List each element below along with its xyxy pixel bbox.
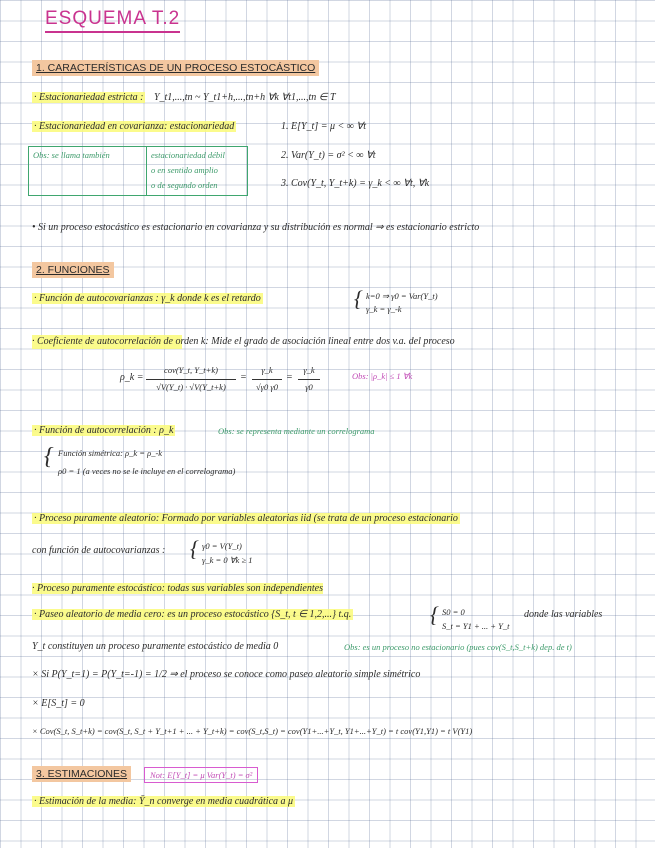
autocov-highlight: · Función de autocovarianzas : γ_k donde k es el retardo (34, 293, 261, 304)
paseo-case-2: S_t = Y1 + ... + Y_t (442, 621, 510, 631)
coef (32, 336, 455, 347)
obs-box-right-3: o de segundo orden (151, 180, 218, 190)
si-line: × Si P(Y_t=1) = P(Y_t=-1) = 1/2 ⇒ el proceso se conoce como paseo aleatorio simple simétrico (32, 669, 421, 680)
fac-obs: Obs: se representa mediante un correlograma (218, 426, 375, 436)
paseo-text: · Paseo aleatorio de media cero: es un proceso estocástico {S_t, t ∈ 1,2,...} t.q. (34, 609, 352, 620)
ruido (32, 513, 460, 524)
coef-num-1: cov(Y_t, Y_t+k) (164, 365, 218, 375)
coef-den-1: √V(Y_t) · √V(Y_t+k) (156, 382, 226, 392)
obs-box (28, 146, 248, 196)
obs-box-right-2: o en sentido amplio (151, 165, 218, 175)
ruido-text: · Proceso puramente aleatorio: Formado por variables aleatorias iid (se trata de un proceso estacionario (34, 513, 458, 524)
autocov-case-1: k=0 ⇒ γ0 = Var(Y_t) (366, 291, 438, 301)
ruido-2: con función de autocovarianzas : (32, 545, 166, 556)
obs-box-left: Obs: se llama también (33, 150, 110, 160)
condition-3: 3. Cov(Y_t, Y_t+k) = γ_k < ∞ ∀t, ∀k (281, 178, 430, 189)
condition-2: 2. Var(Y_t) = σ² < ∞ ∀t (281, 150, 376, 161)
paseo (32, 609, 353, 620)
fac-case-2: ρ0 = 1 (a veces no se le incluye en el correlograma) (58, 466, 236, 476)
puro (32, 583, 323, 594)
autocov-brace: { (354, 286, 363, 311)
fac-brace: { (44, 444, 54, 470)
ruido-brace: { (190, 536, 199, 561)
paseo-brace: { (430, 602, 439, 627)
fac-highlight: · Función de autocorrelación : ρ_k (34, 425, 174, 436)
coef-den-3: γ0 (305, 382, 313, 392)
media-text: · Estimación de la media: Ȳ_n converge en media cuadrática a μ (34, 796, 294, 807)
fac (32, 425, 175, 436)
est-estricta-formula: Y_t1,...,tn ~ Y_t1+h,...,tn+h ∀k ∀t1,...,tn ∈ T (153, 92, 336, 103)
coef-num-3: γ_k (303, 365, 315, 375)
section-heading-2: 2. FUNCIONES (32, 262, 114, 278)
cov-line: × Cov(S_t, S_t+k) = cov(S_t, S_t + Y_t+1 + ... + Y_t+k) = cov(S_t,S_t) = cov(Y1+...+Y_t, Y1+...+Y_t) = t cov(Y1,Y1) = t V(Y1) (32, 726, 473, 736)
fac-case-1: Función simétrica: ρ_k = ρ_-k (58, 448, 163, 458)
paseo-case-1: S0 = 0 (442, 607, 465, 617)
est-estricta (32, 92, 336, 103)
section-heading-1: 1. CARACTERÍSTICAS DE UN PROCESO ESTOCÁSTICO (32, 60, 319, 76)
autocov (32, 293, 263, 304)
obs-box-divider (146, 147, 147, 195)
media (32, 796, 295, 807)
est-covarianza (32, 121, 236, 132)
coef-den-2: √γ0 γ0 (256, 382, 278, 392)
coef-lhs: ρ_k = (120, 372, 144, 383)
not-box: Not: E[Y_t] = μ Var(Y_t) = σ² (144, 767, 258, 783)
coef-bar-2 (252, 379, 282, 380)
section-heading-3: 3. ESTIMACIONES (32, 766, 131, 782)
coef-text: · Coeficiente de autocorrelación de orden k: Mide el grado de asociación lineal entre dos v.a. del proceso (32, 336, 455, 347)
est-covarianza-label: · Estacionariedad en covarianza: estacionariedad (34, 121, 235, 132)
normal-note: • Si un proceso estocástico es estacionario en covarianza y su distribución es normal ⇒ es estacionario estricto (32, 222, 480, 233)
paseo-right: donde las variables (524, 609, 603, 620)
coef-bar-1 (146, 379, 236, 380)
paseo-obs: Obs: es un proceso no estacionario (pues cov(S_t,S_t+k) dep. de t) (344, 642, 572, 652)
exp-line: × E[S_t] = 0 (32, 698, 85, 709)
coef-eq-1: = (240, 372, 247, 383)
condition-1: 1. E[Y_t] = μ < ∞ ∀t (281, 121, 366, 132)
est-estricta-label: · Estacionariedad estricta : (34, 92, 144, 103)
autocov-case-2: γ_k = γ_-k (366, 304, 402, 314)
coef-bar-3 (298, 379, 320, 380)
page-title: ESQUEMA T.2 (45, 8, 180, 33)
ruido-case-2: γ_k = 0 ∀k ≥ 1 (202, 555, 253, 565)
coef-obs: Obs: |ρ_k| ≤ 1 ∀k (352, 371, 413, 381)
ruido-case-1: γ0 = V(Y_t) (202, 541, 242, 551)
puro-text: · Proceso puramente estocástico: todas sus variables son independientes (32, 583, 323, 594)
coef-eq-2: = (286, 372, 293, 383)
obs-box-right-1: estacionariedad débil (151, 150, 225, 160)
coef-num-2: γ_k (261, 365, 273, 375)
paseo-2: Y_t constituyen un proceso puramente estocástico de media 0 (32, 641, 279, 652)
